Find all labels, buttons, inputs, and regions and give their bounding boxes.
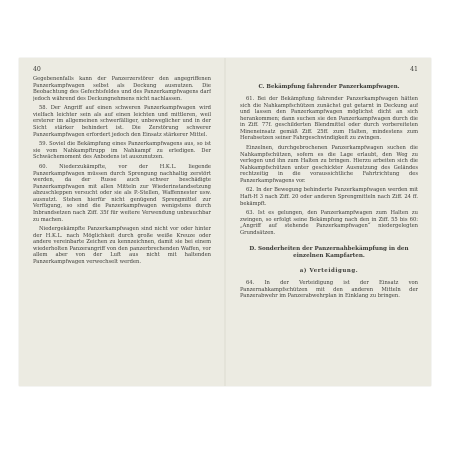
booklet-spine [224,58,226,386]
left-paragraph: Niedergekämpfte Panzerkampfwagen sind nicht vor oder hinter der H.K.L. nach Möglichkeit durch große weiße Kreuze oder andere vereinbarte Zeichen zu kennzeichnen, damit sie bei einem wiederholten Panzerangriff von den panzerbrechenden Waffen, vor allem aber von der Luft aus nicht mit haltenden Panzerkampfwagen verwechselt werden. [33,226,211,265]
open-booklet [19,58,431,386]
right-paragraph: 61. Bei der Bekämpfung fahrender Panzerkampfwagen hätten sich die Nahkampfschützen zunächst gut getarnt in Deckung auf und lassen den Panzerkampfwagen möglichst dicht an sich herankommen; dann suchen sie den Panzerkampfwagen durch die in Ziff. 77f. geschilderten Blendmittel oder durch vorbereiteten Mineneinsatz gemäß Ziff. 25ff. zum Halten, mindestens zum Herabsetzen seiner Fahrgeschwindigkeit zu zwingen. [240,96,418,142]
left-paragraph: 58. Der Angriff auf einen schweren Panzerkampfwagen wird vielfach leichter sein als auf einen leichten und mittleren, weil ersterer im allgemeinen schwerfälliger, unbeweglicher und in der Sicht stärker behindert ist. Die Zerstörung schwerer Panzerkampfwagen erfordert jedoch den Einsatz stärkerer Mittel. [33,105,211,138]
right-paragraph: 63. Ist es gelungen, den Panzerkampfwagen zum Halten zu zwingen, so erfolgt seine Bekämpfung nach den in Ziff. 55 bis 60: „Angriff auf stehende Panzerkampfwagen“ niedergelegten Grundsätzen. [240,210,418,236]
section-heading-d: D. Sonderheiten der Panzernahbekämpfung in den einzelnen Kampfarten. [249,245,409,259]
left-paragraph: 59. Soviel die Bekämpfung eines Panzerkampfwagens aus, so ist sie vom Nahkampftrupp im Nahkampf zu erledigen. Der Schwächemoment des Anbodens ist auszunutzen. [33,141,211,161]
left-page-number: 40 [33,66,41,73]
right-page [240,66,418,378]
right-paragraph: 64. In der Verteidigung ist der Einsatz von Panzernahkampfschützen mit den anderen Mitteln der Panzerabwehr im Panzerabwehrplan in Einklang zu bringen. [240,280,418,300]
section-heading-c: C. Bekämpfung fahrender Panzerkampfwagen. [258,84,400,90]
left-paragraph: Gegebenenfalls kann der Panzerzerstörer den angegriffenen Panzerkampfwagen selbst als Deckung ausnutzen. Die Beobachtung des Gefechtsfeldes und des Panzerkampfwagens darf jedoch während des Deckungnehmens nicht nachlassen. [33,76,211,102]
left-paragraph: 60. Niederzukämpfte, vor der H.K.L. liegende Panzerkampfwagen müssen durch Sprengung nachhaltig zerstört werden, da der Russe auch schwer beschädigte Panzerkampfwagen mit allen Mitteln zur Wiederinstandsetzung abzuschleppen versucht oder sie als P.-Stellen, Waffennester usw. ausnutzt. Stehen hierfür nicht genügend Sprengmittel zur Verfügung, so sind die Panzerkampfwagen wenigstens durch Inbrandsetzen nach Ziff. 35f für weitere Verwendung unbrauchbar zu machen. [33,164,211,223]
left-page [33,66,211,378]
sub-heading-defense: a) Verteidigung. [299,267,359,274]
right-paragraph: 62. In der Bewegung behinderte Panzerkampfwagen werden mit Haft-H 3 nach Ziff. 20 oder anderen Sprengmitteln nach Ziff. 24 ff. bekämpft. [240,187,418,207]
right-page-number: 41 [410,66,418,73]
right-paragraph: Einzelnen, durchgebrochenen Panzerkampfwagen suchen die Nahkampfschützen, sofern es die Lage erlaubt, den Weg zu verlegen und ihn zum Halten zu bringen. Hierzu arbeiten sich die Nahkampfschützen unter geschickter Ausnutzung des Geländes rechtzeitig in die voraussichtliche Fahrtrichtung des Panzerkampfwagens vor. [240,145,418,184]
